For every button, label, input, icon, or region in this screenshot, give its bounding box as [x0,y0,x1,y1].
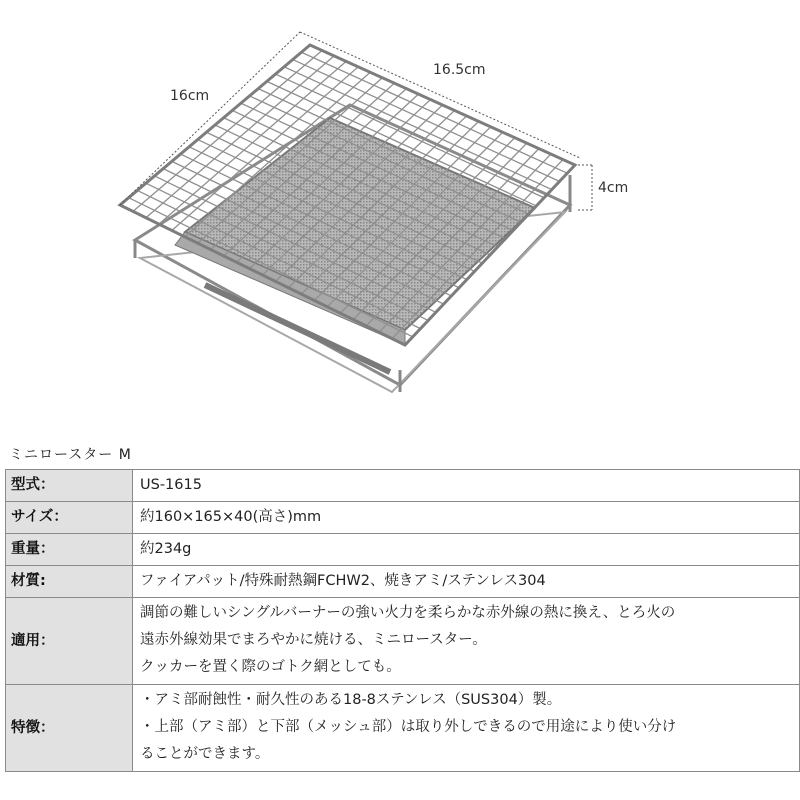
spec-value [133,566,800,598]
spec-row [6,685,800,772]
spec-row [6,470,800,502]
spec-value-line: ることができます。 [140,746,270,762]
spec-table [5,469,800,772]
spec-label: 材質: [6,566,133,598]
product-name: ミニロースター M [9,447,132,463]
spec-label: 特徴： [6,685,133,772]
spec-row [6,566,800,598]
spec-row [6,534,800,566]
spec-row [6,598,800,685]
height-dimension-label: 4cm [598,180,629,196]
spec-label: 適用： [6,598,133,685]
spec-row [6,502,800,534]
spec-value-line: 約160×165×40(高さ)mm [140,509,322,525]
spec-value-line: 調節の難しいシングルバーナーの強い火力を柔らかな赤外線の熱に換え、とろ火の [140,605,676,621]
spec-value-line: ・アミ部耐蝕性・耐久性のある18-8ステンレス（SUS304）製。 [140,692,562,708]
spec-value-line: US-1615 [140,477,202,493]
spec-value [133,685,800,772]
spec-value [133,502,800,534]
width-dimension-label: 16.5cm [433,62,486,78]
spec-label: サイズ： [6,502,133,534]
spec-value [133,470,800,502]
spec-value-line: クッカーを置く際のゴトク網としても。 [140,659,401,675]
spec-value-line: ・上部（アミ部）と下部（メッシュ部）は取り外しできるので用途により使い分け [140,719,677,735]
spec-value [133,534,800,566]
spec-value-line: 約234g [140,541,192,557]
spec-value-line: ファイアパット/特殊耐熱鋼FCHW2、焼きアミ/ステンレス304 [140,573,546,589]
spec-label: 型式： [6,470,133,502]
spec-value-line: 遠赤外線効果でまろやかに焼ける、ミニロースター。 [140,632,487,648]
depth-dimension-label: 16cm [170,88,210,104]
spec-label: 重量： [6,534,133,566]
spec-value [133,598,800,685]
